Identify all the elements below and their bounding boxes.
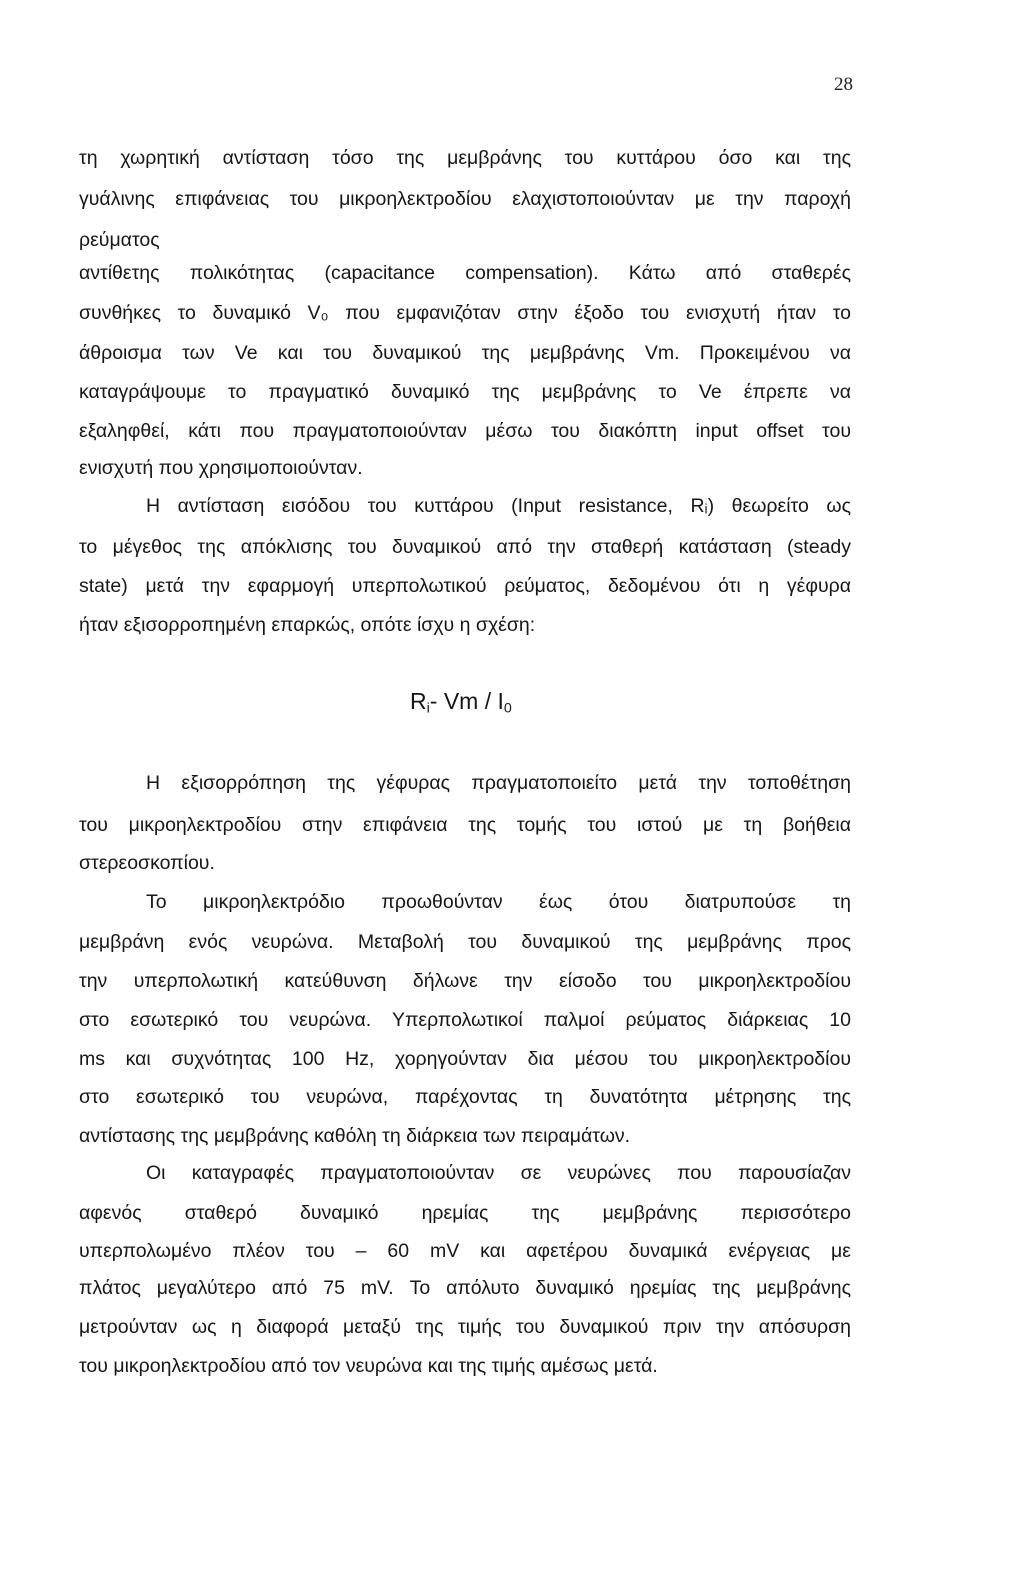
formula-r: R — [410, 688, 427, 714]
text-line: στερεοσκοπίου. — [79, 852, 215, 874]
text-line: γυάλινης επιφάνειας του μικροηλεκτροδίου ελαχιστοποιούνταν με την παροχή — [79, 188, 851, 210]
text-line: ήταν εξισορροπημένη επαρκώς, οπότε ίσχυ η σχέση: — [79, 614, 536, 636]
text-line: άθροισμα των Ve και του δυναμικού της μεμβράνης Vm. Προκειμένου να — [79, 342, 851, 364]
formula — [410, 688, 512, 717]
text-line: Η εξισορρόπηση της γέφυρας πραγματοποιείτο μετά την τοποθέτηση — [146, 772, 851, 794]
text-line: state) μετά την εφαρμογή υπερπολωτικού ρεύματος, δεδομένου ότι η γέφυρα — [79, 575, 851, 597]
text-line: αντίθετης πολικότητας (capacitance compensation). Κάτω από σταθερές — [79, 262, 851, 284]
text-line: τη χωρητική αντίσταση τόσο της μεμβράνης του κυττάρου όσο και της — [79, 147, 851, 169]
formula-r-subscript: i — [426, 700, 430, 717]
text-line: του μικροηλεκτροδίου από τον νευρώνα και της τιμής αμέσως μετά. — [79, 1355, 658, 1377]
text-line: Η αντίσταση εισόδου του κυττάρου (Input resistance, Rᵢ) θεωρείτο ως — [146, 495, 851, 517]
formula-i-subscript: 0 — [503, 700, 512, 717]
text-line: υπερπολωμένο πλέον του – 60 mV και αφετέρου δυναμικά ενέργειας με — [79, 1240, 851, 1262]
text-line: την υπερπολωτική κατεύθυνση δήλωνε την είσοδο του μικροηλεκτροδίου — [79, 970, 851, 992]
text-line: ενισχυτή που χρησιμοποιούνταν. — [79, 457, 363, 479]
text-line: ms και συχνότητας 100 Hz, χορηγούνταν δια μέσου του μικροηλεκτροδίου — [79, 1048, 851, 1070]
text-line: αντίστασης της μεμβράνης καθόλη τη διάρκεια των πειραμάτων. — [79, 1125, 631, 1147]
text-line: του μικροηλεκτροδίου στην επιφάνεια της τομής του ιστού με τη βοήθεια — [79, 814, 851, 836]
text-line: εξαληφθεί, κάτι που πραγματοποιούνταν μέσω του διακόπτη input offset του — [79, 420, 851, 442]
text-line: το μέγεθος της απόκλισης του δυναμικού από την σταθερή κατάσταση (steady — [79, 536, 851, 558]
page-number: 28 — [834, 74, 853, 95]
text-line: ρεύματος — [79, 229, 160, 251]
text-line: συνθήκες το δυναμικό V₀ που εμφανιζόταν στην έξοδο του ενισχυτή ήταν το — [79, 302, 851, 324]
text-line: καταγράψουμε το πραγματικό δυναμικό της μεμβράνης το Ve έπρεπε να — [79, 381, 851, 403]
text-line: στο εσωτερικό του νευρώνα, παρέχοντας τη δυνατότητα μέτρησης της — [79, 1086, 851, 1108]
text-line: Το μικροηλεκτρόδιο προωθούνταν έως ότου διατρυπούσε τη — [146, 891, 851, 913]
text-line: μετρούνταν ως η διαφορά μεταξύ της τιμής του δυναμικού πριν την απόσυρση — [79, 1316, 851, 1338]
text-line: πλάτος μεγαλύτερο από 75 mV. Το απόλυτο δυναμικό ηρεμίας της μεμβράνης — [79, 1277, 851, 1299]
text-line: Οι καταγραφές πραγματοποιούνταν σε νευρώνες που παρουσίαζαν — [146, 1162, 851, 1184]
text-line: μεμβράνη ενός νευρώνα. Μεταβολή του δυναμικού της μεμβράνης προς — [79, 931, 851, 953]
formula-middle: - Vm / I — [429, 688, 504, 714]
text-line: αφενός σταθερό δυναμικό ηρεμίας της μεμβράνης περισσότερο — [79, 1202, 851, 1224]
text-line: στο εσωτερικό του νευρώνα. Υπερπολωτικοί παλμοί ρεύματος διάρκειας 10 — [79, 1009, 851, 1031]
